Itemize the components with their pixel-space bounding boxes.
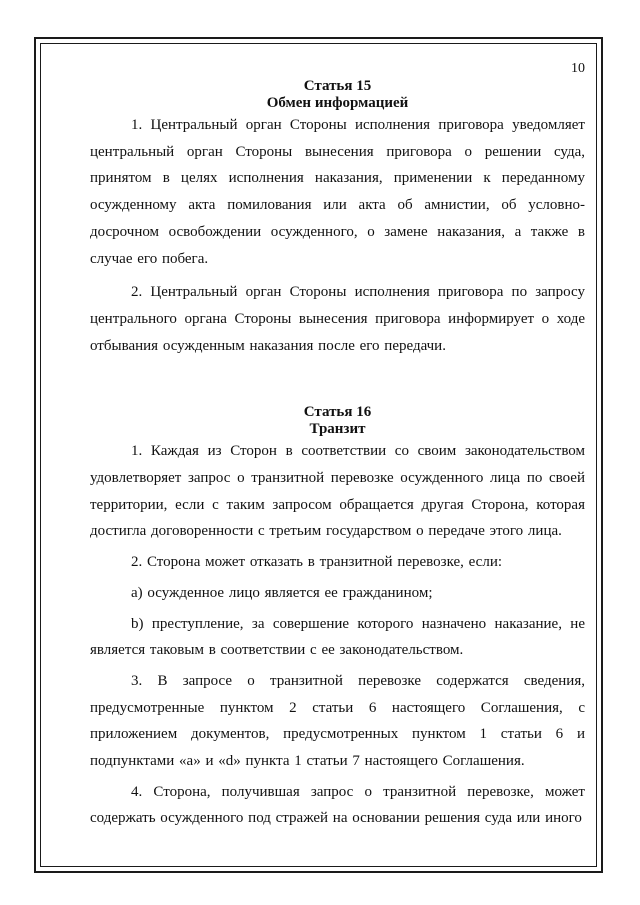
article-16-section <box>90 404 585 832</box>
article-16-item-b: b) преступление, за совершение которого назначено наказание, не является таковым в соответствии с ее законодательством. <box>90 615 585 659</box>
article-15-paragraph-2: 2. Центральный орган Стороны исполнения приговора по запросу центрального органа Стороны вынесения приговора информирует о ходе отбывания осужденным наказания после его передачи. <box>90 284 585 354</box>
article-16-subtitle: Транзит <box>309 421 366 438</box>
article-15-title: Статья 15 <box>303 78 372 94</box>
page-number: 10 <box>571 61 585 76</box>
article-15-paragraph-1: 1. Центральный орган Стороны исполнения приговора уведомляет центральный орган Стороны вынесения приговора о решении суда, принятом в целях исполнения наказания, применении к переданному осужденному акта помилования или акта об амнистии, об условно-досрочном освобождении осужденного, о замене наказания, а также в случае его побега. <box>90 117 585 267</box>
article-15-subtitle: Обмен информацией <box>266 95 409 111</box>
article-16-title: Статья 16 <box>303 404 372 421</box>
article-15-section <box>90 78 585 359</box>
article-16-paragraph-1: 1. Каждая из Сторон в соответствии со своим законодательством удовлетворяет запрос о транзитной перевозке осужденного лица по своей территории, если с таким запросом обращается другая Сторона, которая достигла договоренности с третьим государством о передаче этого лица. <box>90 443 585 540</box>
article-16-item-a: а) осужденное лицо является ее гражданином; <box>131 584 433 601</box>
article-16-paragraph-4: 4. Сторона, получившая запрос о транзитной перевозке, может содержать осужденного под стражей на основании решения суда или иного <box>90 783 585 827</box>
article-15-heading <box>90 78 585 112</box>
document-body <box>90 78 585 832</box>
article-16-heading <box>90 404 585 438</box>
article-16-paragraph-2: 2. Сторона может отказать в транзитной перевозке, если: <box>131 554 503 571</box>
article-16-paragraph-3: 3. В запросе о транзитной перевозке содержатся сведения, предусмотренные пунктом 2 статьи 6 настоящего Соглашения, с приложением документов, предусмотренных пунктом 1 статьи 6 и подпунктами «а» и «d» пункта 1 статьи 7 настоящего Соглашения. <box>90 672 585 770</box>
